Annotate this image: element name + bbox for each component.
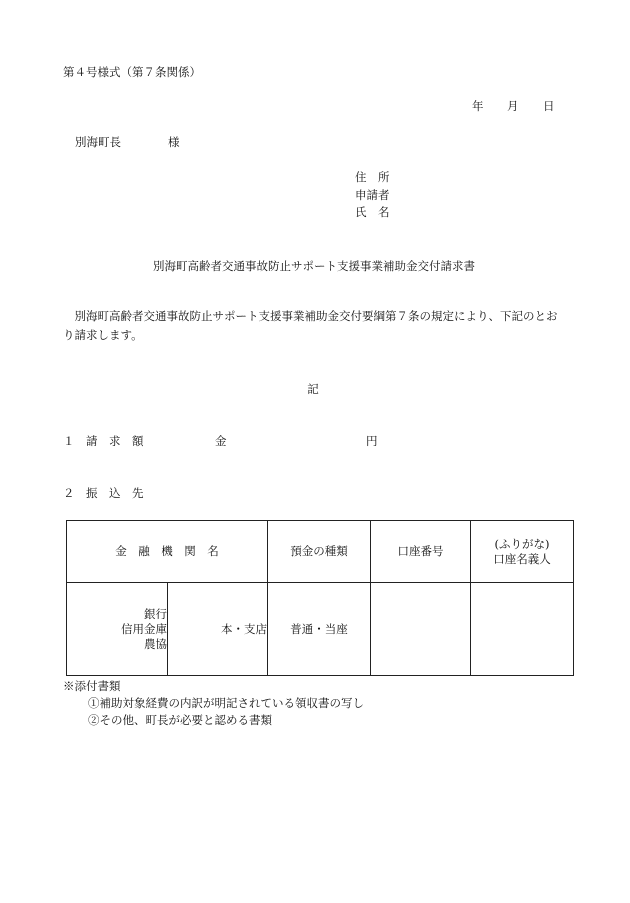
transfer-destination-label: ２ 振 込 先: [63, 486, 144, 500]
institution-type-agricultural-coop: 農協: [144, 636, 167, 651]
form-number: 第４号様式（第７条関係）: [63, 65, 201, 79]
attachment-item: ②その他、町長が必要と認める書類: [88, 713, 272, 727]
name-label: 氏 名: [355, 205, 390, 219]
institution-type-bank: 銀行: [144, 606, 167, 621]
attachments-heading: ※添付書類: [63, 679, 121, 693]
currency-unit: 円: [366, 434, 378, 448]
addressee-honorific: 様: [168, 135, 180, 149]
document-title: 別海町高齢者交通事故防止サポート支援事業補助金交付請求書: [153, 259, 475, 273]
applicant-label: 申請者: [355, 188, 390, 202]
address-label: 住 所: [355, 170, 390, 184]
deposit-type-cell: 普通・当座: [268, 583, 371, 676]
header-account-holder: [471, 521, 574, 583]
branch-cell: 本・支店: [168, 583, 268, 676]
body-line: 別海町高齢者交通事故防止サポート支援事業補助金交付要綱第７条の規定により、下記のとお: [63, 309, 558, 323]
currency-prefix: 金: [215, 434, 227, 448]
date-day-label: 日: [543, 99, 555, 113]
ki-heading: 記: [307, 382, 319, 396]
addressee-name: 別海町長: [75, 135, 121, 149]
table-header-row: [67, 521, 574, 583]
account-number-cell: [371, 583, 471, 676]
transfer-account-table: [66, 520, 574, 676]
institution-type-credit-union: 信用金庫: [121, 621, 167, 636]
header-account-number: 口座番号: [371, 521, 471, 583]
header-financial-institution: 金 融 機 関 名: [67, 521, 268, 583]
account-holder-cell: [471, 583, 574, 676]
attachment-item: ①補助対象経費の内訳が明記されている領収書の写し: [88, 696, 364, 710]
body-line: り請求します。: [63, 328, 143, 342]
header-deposit-type: 預金の種類: [268, 521, 371, 583]
request-amount-label: １ 請 求 額: [63, 434, 144, 448]
header-account-holder-label: 口座名義人: [493, 551, 551, 566]
date-month-label: 月: [507, 99, 519, 113]
date-year-label: 年: [472, 99, 484, 113]
table-row: [67, 583, 574, 676]
header-furigana: (ふりがな): [494, 536, 550, 551]
institution-type-cell: [67, 583, 168, 676]
